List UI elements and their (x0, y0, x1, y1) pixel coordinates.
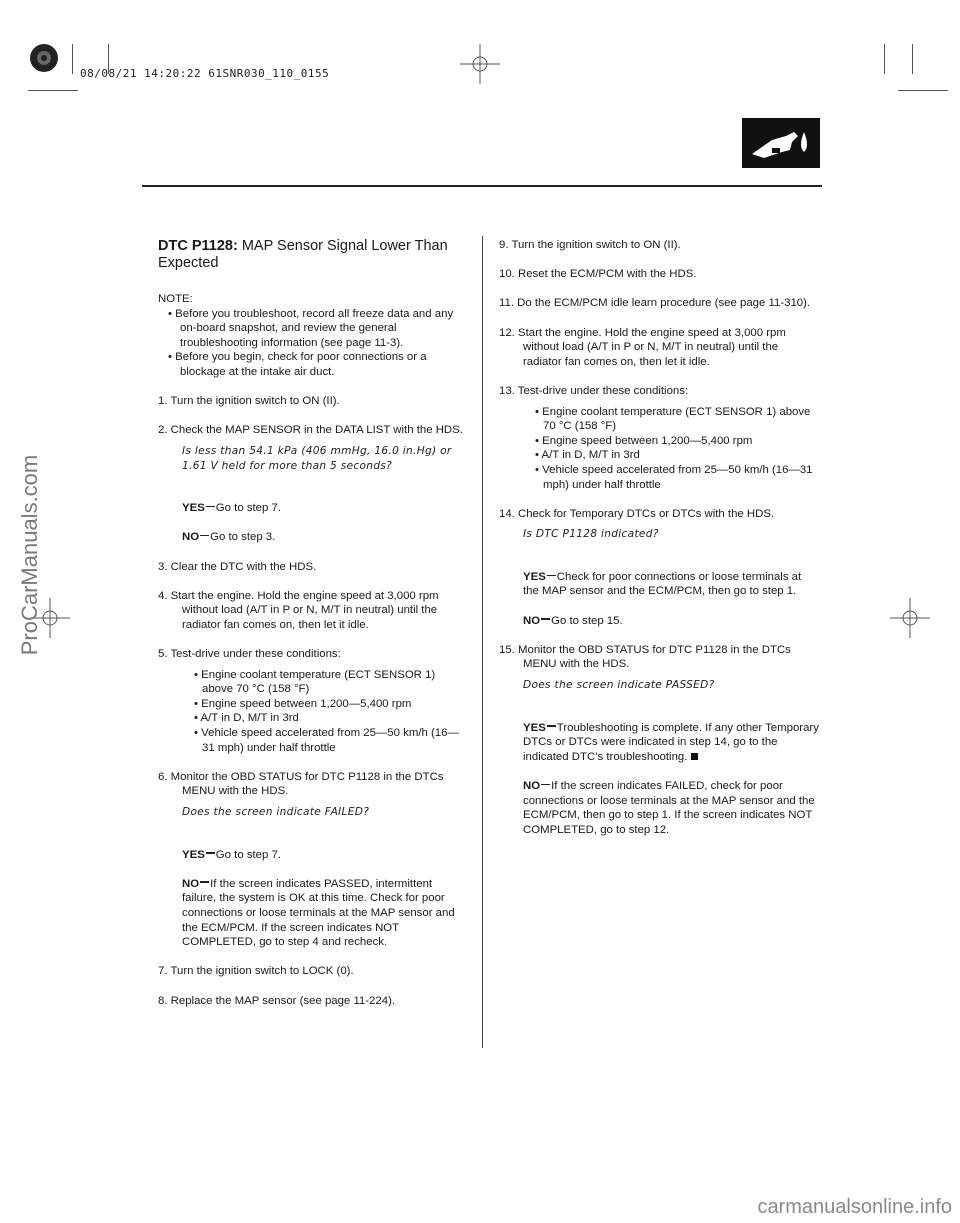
condition-item: • Engine speed between 1,200—5,400 rpm (535, 434, 753, 447)
left-column (158, 238, 468, 1023)
note-item: • Before you begin, check for poor connections or a blockage at the intake air duct. (168, 351, 427, 378)
step-11: 11. Do the ECM/PCM idle learn procedure (see page 11-310). (499, 297, 811, 310)
step-7: 7. Turn the ignition switch to LOCK (0). (158, 965, 354, 978)
answer-yes-step-6: YES Go to step 7. (182, 848, 282, 861)
dtc-description: MAP Sensor Signal Lower Than Expected (158, 238, 448, 271)
print-stamp: 08/08/21 14:20:22 61SNR030_110_0155 (80, 67, 330, 80)
step-15: 15. Monitor the OBD STATUS for DTC P1128 in the DTCs MENU with the HDS. (499, 643, 791, 671)
answer-yes-step-14: YES Check for poor connections or loose terminals at the MAP sensor and the ECM/PCM, then go to step 1. (523, 570, 802, 598)
answer-no-step-15: NO If the screen indicates FAILED, check for poor connections or loose terminals at the MAP sensor and the ECM/PCM, then go to step 1. If the screen indicates NOT COMPLETED, go to step 12. (523, 780, 815, 836)
registration-mark-top-left (28, 42, 60, 74)
crop-mark (898, 90, 948, 91)
side-watermark: ProCarManuals.com (17, 454, 42, 656)
note-label: NOTE: (158, 293, 193, 305)
condition-item: • A/T in D, M/T in 3rd (535, 449, 640, 462)
right-column (499, 238, 819, 852)
question-step-6: Does the screen indicate FAILED? (182, 806, 370, 818)
answer-yes-step-2: YES Go to step 7. (182, 502, 282, 515)
condition-item: • Engine coolant temperature (ECT SENSOR 1) above 70 °C (158 °F) (194, 668, 436, 696)
step-4: 4. Start the engine. Hold the engine speed at 3,000 rpm without load (A/T in P or N, M/T in neutral) until the radiator fan comes on, then let it idle. (158, 589, 439, 631)
crop-mark (28, 90, 78, 91)
step-6: 6. Monitor the OBD STATUS for DTC P1128 in the DTCs MENU with the HDS. (158, 770, 444, 798)
answer-no-step-6: NO If the screen indicates PASSED, intermittent failure, the system is OK at this time. Check for poor connections or loose terminals at the MAP sensor and the ECM/PCM. If the screen indicates NOT COMPLETED, go to step 4 and recheck. (182, 877, 455, 949)
note-list (158, 307, 468, 380)
step-2: 2. Check the MAP SENSOR in the DATA LIST with the HDS. (158, 424, 463, 437)
answer-no-step-14: NO Go to step 15. (523, 614, 623, 627)
step-8: 8. Replace the MAP sensor (see page 11-224). (158, 994, 396, 1007)
crop-mark (912, 44, 913, 74)
page-title (158, 238, 468, 272)
step-1: 1. Turn the ignition switch to ON (II). (158, 395, 340, 408)
condition-item: • Vehicle speed accelerated from 25—50 km/h (16—31 mph) under half throttle (194, 727, 459, 754)
step-5-conditions (158, 668, 468, 756)
crop-mark (72, 44, 73, 74)
answer-yes-step-15: YES Troubleshooting is complete. If any other Temporary DTCs or DTCs were indicated in step 14, go to the indicated DTC’s troubleshooting. (523, 721, 819, 763)
column-divider (482, 236, 483, 1048)
answer-no-step-2: NO Go to step 3. (182, 531, 276, 544)
step-10: 10. Reset the ECM/PCM with the HDS. (499, 268, 697, 281)
crosshair-right (890, 598, 930, 638)
end-marker-icon (691, 753, 698, 760)
crop-mark (884, 44, 885, 74)
step-12: 12. Start the engine. Hold the engine speed at 3,000 rpm without load (A/T in P or N, M/T in neutral) until the radiator fan comes on, then let it idle. (499, 326, 786, 368)
question-step-14: Is DTC P1128 indicated? (523, 528, 659, 541)
note-item: • Before you troubleshoot, record all freeze data and any on-board snapshot, and review the general troubleshooting information (see page 11-3). (168, 307, 454, 349)
condition-item: • Engine coolant temperature (ECT SENSOR 1) above 70 °C (158 °F) (535, 405, 811, 433)
fuel-nozzle-icon (742, 118, 820, 168)
step-14: 14. Check for Temporary DTCs or DTCs with the HDS. (499, 507, 775, 520)
step-13-conditions (499, 405, 819, 493)
condition-item: • Engine speed between 1,200—5,400 rpm (194, 697, 412, 710)
question-step-15: Does the screen indicate PASSED? (523, 679, 715, 692)
step-3: 3. Clear the DTC with the HDS. (158, 560, 317, 573)
footer-watermark: carmanualsonline.info (757, 1196, 952, 1218)
header-rule (142, 185, 822, 187)
condition-item: • A/T in D, M/T in 3rd (194, 712, 299, 725)
condition-item: • Vehicle speed accelerated from 25—50 km/h (16—31 mph) under half throttle (535, 463, 813, 491)
step-5: 5. Test-drive under these conditions: (158, 648, 341, 661)
question-step-2: Is less than 54.1 kPa (406 mmHg, 16.0 in.Hg) or 1.61 V held for more than 5 seconds? (182, 444, 452, 472)
crosshair-top (460, 44, 500, 84)
step-9: 9. Turn the ignition switch to ON (II). (499, 239, 681, 251)
dtc-code: DTC P1128: (158, 238, 238, 254)
step-13: 13. Test-drive under these conditions: (499, 384, 689, 397)
